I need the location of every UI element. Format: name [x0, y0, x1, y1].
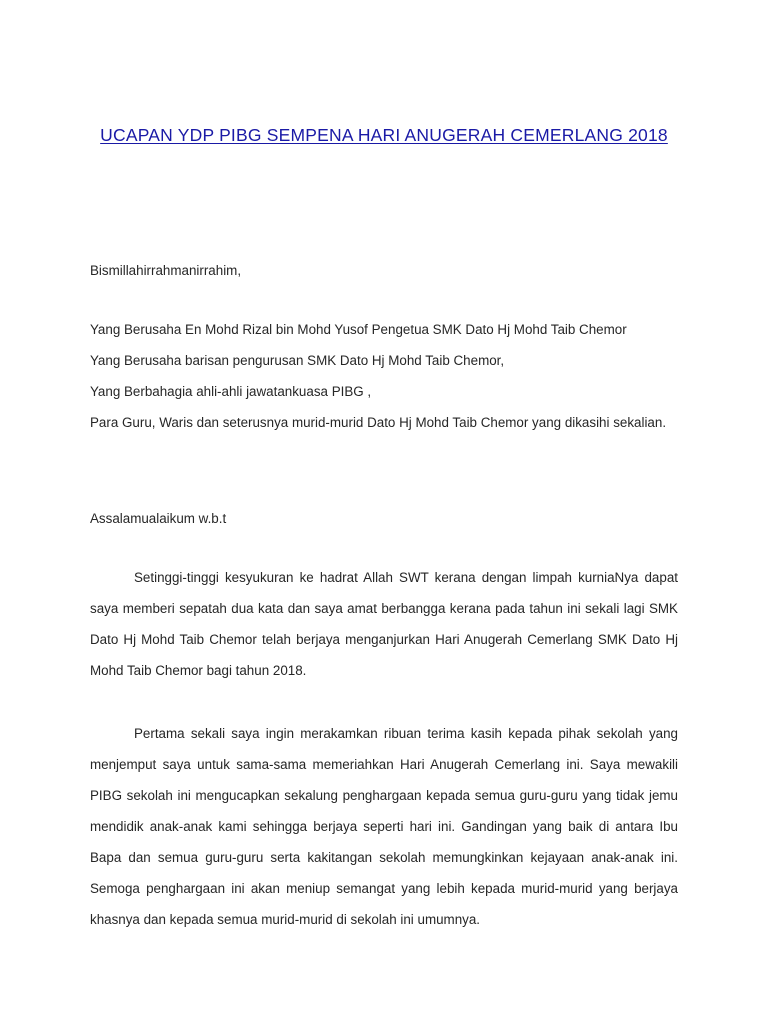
- address-line: Para Guru, Waris dan seterusnya murid-murid Dato Hj Mohd Taib Chemor yang dikasihi sekalian.: [90, 415, 667, 430]
- document-title: UCAPAN YDP PIBG SEMPENA HARI ANUGERAH CEMERLANG 2018: [100, 125, 668, 145]
- body-paragraph: Pertama sekali saya ingin merakamkan ribuan terima kasih kepada pihak sekolah yang menjemput saya untuk sama-sama memeriahkan Hari Anugerah Cemerlang ini. Saya mewakili PIBG sekolah ini mengucapkan sekalung penghargaan kepada semua guru-guru yang tidak jemu mendidik anak-anak kami sehingga berjaya seperti hari ini. Gandingan yang baik di antara Ibu Bapa dan semua guru-guru serta kakitangan sekolah memungkinkan kejayaan anak-anak ini. Semoga penghargaan ini akan meniup semangat yang lebih kepada murid-murid yang berjaya khasnya dan kepada semua murid-murid di sekolah ini umumnya.: [90, 726, 678, 927]
- address-list: [90, 314, 678, 438]
- address-line: Yang Berusaha barisan pengurusan SMK Dato Hj Mohd Taib Chemor,: [90, 353, 505, 368]
- address-line: Yang Berbahagia ahli-ahli jawatankuasa PIBG ,: [90, 384, 372, 399]
- address-line: Yang Berusaha En Mohd Rizal bin Mohd Yusof Pengetua SMK Dato Hj Mohd Taib Chemor: [90, 322, 627, 337]
- body-paragraph: Setinggi-tinggi kesyukuran ke hadrat Allah SWT kerana dengan limpah kurniaNya dapat saya memberi sepatah dua kata dan saya amat berbangga kerana pada tahun ini sekali lagi SMK Dato Hj Mohd Taib Chemor telah berjaya menganjurkan Hari Anugerah Cemerlang SMK Dato Hj Mohd Taib Chemor bagi tahun 2018.: [90, 570, 678, 678]
- greeting-text: Bismillahirrahmanirrahim,: [90, 263, 242, 278]
- salam-text: Assalamualaikum w.b.t: [90, 511, 227, 526]
